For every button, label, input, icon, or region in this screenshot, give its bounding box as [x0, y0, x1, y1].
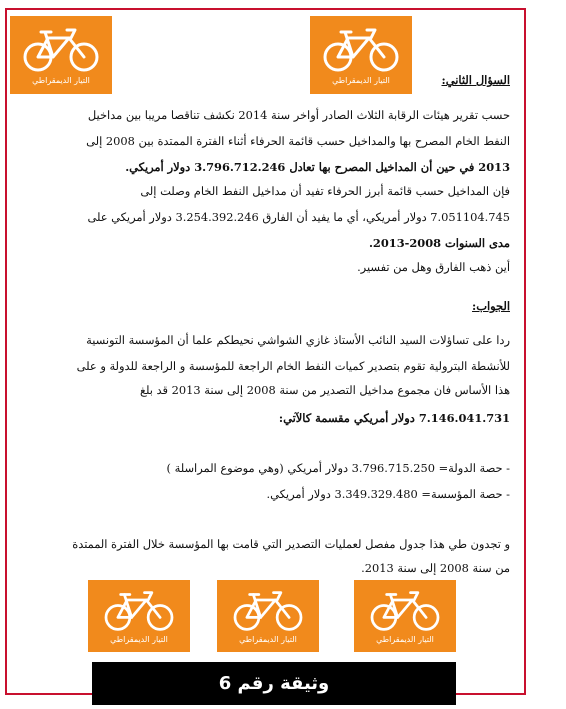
answer-line: ردا على تساؤلات السيد النائب الأستاذ غازي الشواشي نحيطكم علما أن المؤسسة التونسية: [86, 333, 510, 347]
logo-caption: التيار الديمقراطي: [239, 634, 297, 644]
logo-badge: [88, 580, 190, 652]
question-line: 2013 في حين أن المداخيل المصرح بها تعادل 3.796.712.246 دولار أمريكي.: [125, 160, 510, 174]
answer-line: هذا الأساس فان مجموع مداخيل التصدير من سنة 2008 إلى سنة 2013 قد بلغ: [139, 383, 510, 397]
question-line: 7.051104.745 دولار أمريكي، أي ما يفيد أن الفارق 3.254.392.246 دولار أمريكي على: [87, 210, 510, 224]
question-heading: السؤال الثاني:: [441, 73, 510, 87]
bicycle-icon: [228, 589, 308, 633]
question-line: أين ذهب الفارق وهل من تفسير.: [357, 260, 510, 274]
state-share-line: - حصة الدولة= 3.796.715.250 دولار أمريكي (وهي موضوع المراسلة ): [166, 461, 510, 475]
bicycle-icon: [99, 589, 179, 633]
answer-line: من سنة 2008 إلى سنة 2013.: [361, 561, 510, 575]
answer-line: 7.146.041.731 دولار أمريكي مقسمة كالآتي:: [278, 411, 510, 425]
document-number-banner: وثيقة رقم 6: [92, 662, 456, 705]
company-share-line: - حصة المؤسسة= 3.349.329.480 دولار أمريكي.: [266, 487, 510, 501]
answer-line: و تجدون طي هذا جدول مفصل لعمليات التصدير التي قامت بها المؤسسة خلال الفترة الممتدة: [72, 537, 510, 551]
logo-caption: التيار الديمقراطي: [376, 634, 434, 644]
logo-badge: [10, 16, 112, 94]
bicycle-icon: [321, 26, 401, 74]
answer-line: للأنشطة البترولية تقوم بتصدير كميات النفط الخام الراجعة للمؤسسة و الراجعة للدولة و على: [76, 359, 510, 373]
answer-heading: الجواب:: [472, 299, 510, 313]
logo-badge: [354, 580, 456, 652]
logo-caption: التيار الديمقراطي: [332, 75, 390, 85]
question-line: النفط الخام المصرح بها والمداخيل حسب قائمة الحرفاء أثناء الفترة الممتدة بين 2008 إلى: [86, 134, 510, 148]
question-line: فإن المداخيل حسب قائمة أبرز الحرفاء تفيد أن مداخيل النفط الخام وصلت إلى: [140, 184, 510, 198]
bicycle-icon: [365, 589, 445, 633]
question-line: مدى السنوات 2008-2013.: [368, 236, 510, 250]
bicycle-icon: [21, 26, 101, 74]
logo-badge: [310, 16, 412, 94]
logo-caption: التيار الديمقراطي: [110, 634, 168, 644]
question-line: حسب تقرير هيئات الرقابة الثلاث الصادر أواخر سنة 2014 نكشف تناقصا مريبا بين مداخيل: [87, 108, 510, 122]
logo-badge: [217, 580, 319, 652]
logo-caption: التيار الديمقراطي: [32, 75, 90, 85]
